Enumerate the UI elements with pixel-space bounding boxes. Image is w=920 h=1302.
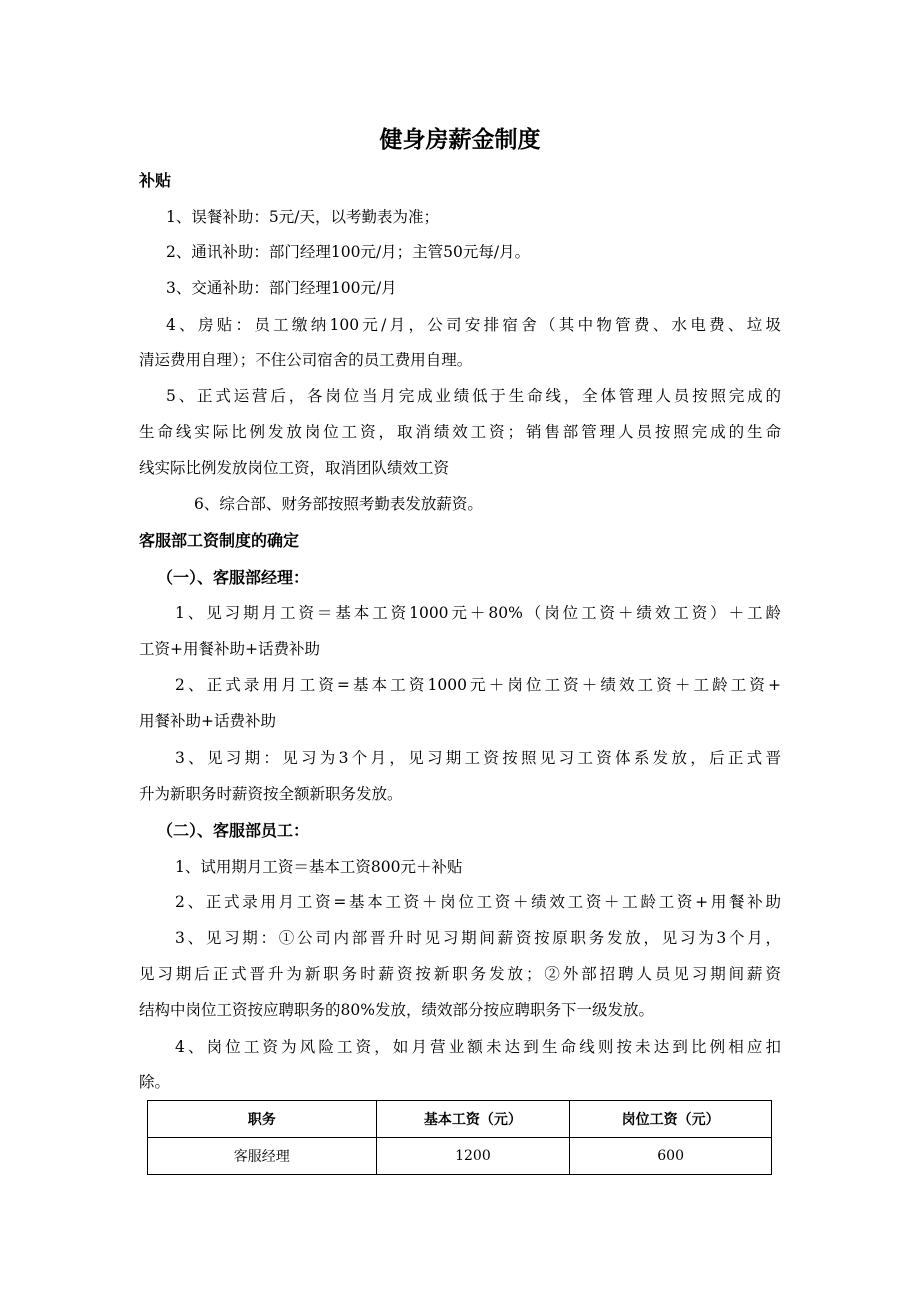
subsidy-item-cont: 线实际比例发放岗位工资，取消团队绩效工资 xyxy=(139,459,450,477)
staff-line-cont: 除。 xyxy=(139,1073,171,1091)
header-position: 职务 xyxy=(148,1101,377,1138)
manager-line-cont: 升为新职务时薪资按全额新职务发放。 xyxy=(139,785,403,803)
staff-line: 1、试用期月工资＝基本工资800元＋补贴 xyxy=(175,858,463,876)
subsidy-item: 2、通讯补助：部门经理100元/月；主管50元每/月。 xyxy=(166,243,531,261)
cell-post-salary: 600 xyxy=(570,1138,772,1175)
subsection-heading-manager: （一）、客服部经理： xyxy=(157,568,310,587)
salary-table xyxy=(147,1100,772,1175)
header-base-salary: 基本工资（元） xyxy=(376,1101,570,1138)
subsidy-item: 3、交通补助：部门经理100元/月 xyxy=(166,279,397,297)
page-title: 健身房薪金制度 xyxy=(379,127,541,153)
staff-line: 4、岗位工资为风险工资，如月营业额未达到生命线则按未达到比例相应扣 xyxy=(175,1038,781,1056)
manager-line: 1、见习期月工资＝基本工资1000元＋80%（岗位工资＋绩效工资）＋工龄 xyxy=(175,604,781,622)
header-post-salary: 岗位工资（元） xyxy=(570,1101,772,1138)
manager-line-cont: 工资+用餐补助+话费补助 xyxy=(139,640,320,658)
manager-line-cont: 用餐补助+话费补助 xyxy=(139,712,276,730)
staff-line-cont: 结构中岗位工资按应聘职务的80%发放，绩效部分按应聘职务下一级发放。 xyxy=(139,1001,654,1019)
cell-position: 客服经理 xyxy=(148,1138,377,1175)
subsidy-item: 6、综合部、财务部按照考勤表发放薪资。 xyxy=(194,495,483,513)
section-heading-service: 客服部工资制度的确定 xyxy=(139,531,300,550)
subsidy-item-cont: 清运费用自理）；不住公司宿舍的员工费用自理。 xyxy=(139,351,473,369)
subsidy-item: 4、房贴：员工缴纳100元/月，公司安排宿舍（其中物管费、水电费、垃圾 xyxy=(166,316,781,334)
manager-line: 2、正式录用月工资=基本工资1000元＋岗位工资＋绩效工资＋工龄工资+ xyxy=(175,676,781,694)
manager-line: 3、见习期：见习为3个月，见习期工资按照见习工资体系发放，后正式晋 xyxy=(175,749,781,767)
subsidy-item: 5、正式运营后，各岗位当月完成业绩低于生命线，全体管理人员按照完成的 xyxy=(166,387,781,405)
subsidy-item-cont: 生命线实际比例发放岗位工资，取消绩效工资；销售部管理人员按照完成的生命 xyxy=(139,423,781,441)
section-heading-subsidy: 补贴 xyxy=(139,171,172,190)
staff-line-cont: 见习期后正式晋升为新职务时薪资按新职务发放；②外部招聘人员见习期间薪资 xyxy=(139,965,781,983)
cell-base-salary: 1200 xyxy=(376,1138,570,1175)
staff-line: 2、正式录用月工资=基本工资＋岗位工资＋绩效工资＋工龄工资+用餐补助 xyxy=(175,893,781,911)
subsection-heading-staff: （二）、客服部员工： xyxy=(157,821,310,840)
subsidy-item: 1、误餐补助：5元/天，以考勤表为准； xyxy=(166,208,439,226)
table-row xyxy=(148,1138,772,1175)
staff-line: 3、见习期：①公司内部晋升时见习期间薪资按原职务发放，见习为3个月， xyxy=(175,929,781,947)
table-header-row xyxy=(148,1101,772,1138)
